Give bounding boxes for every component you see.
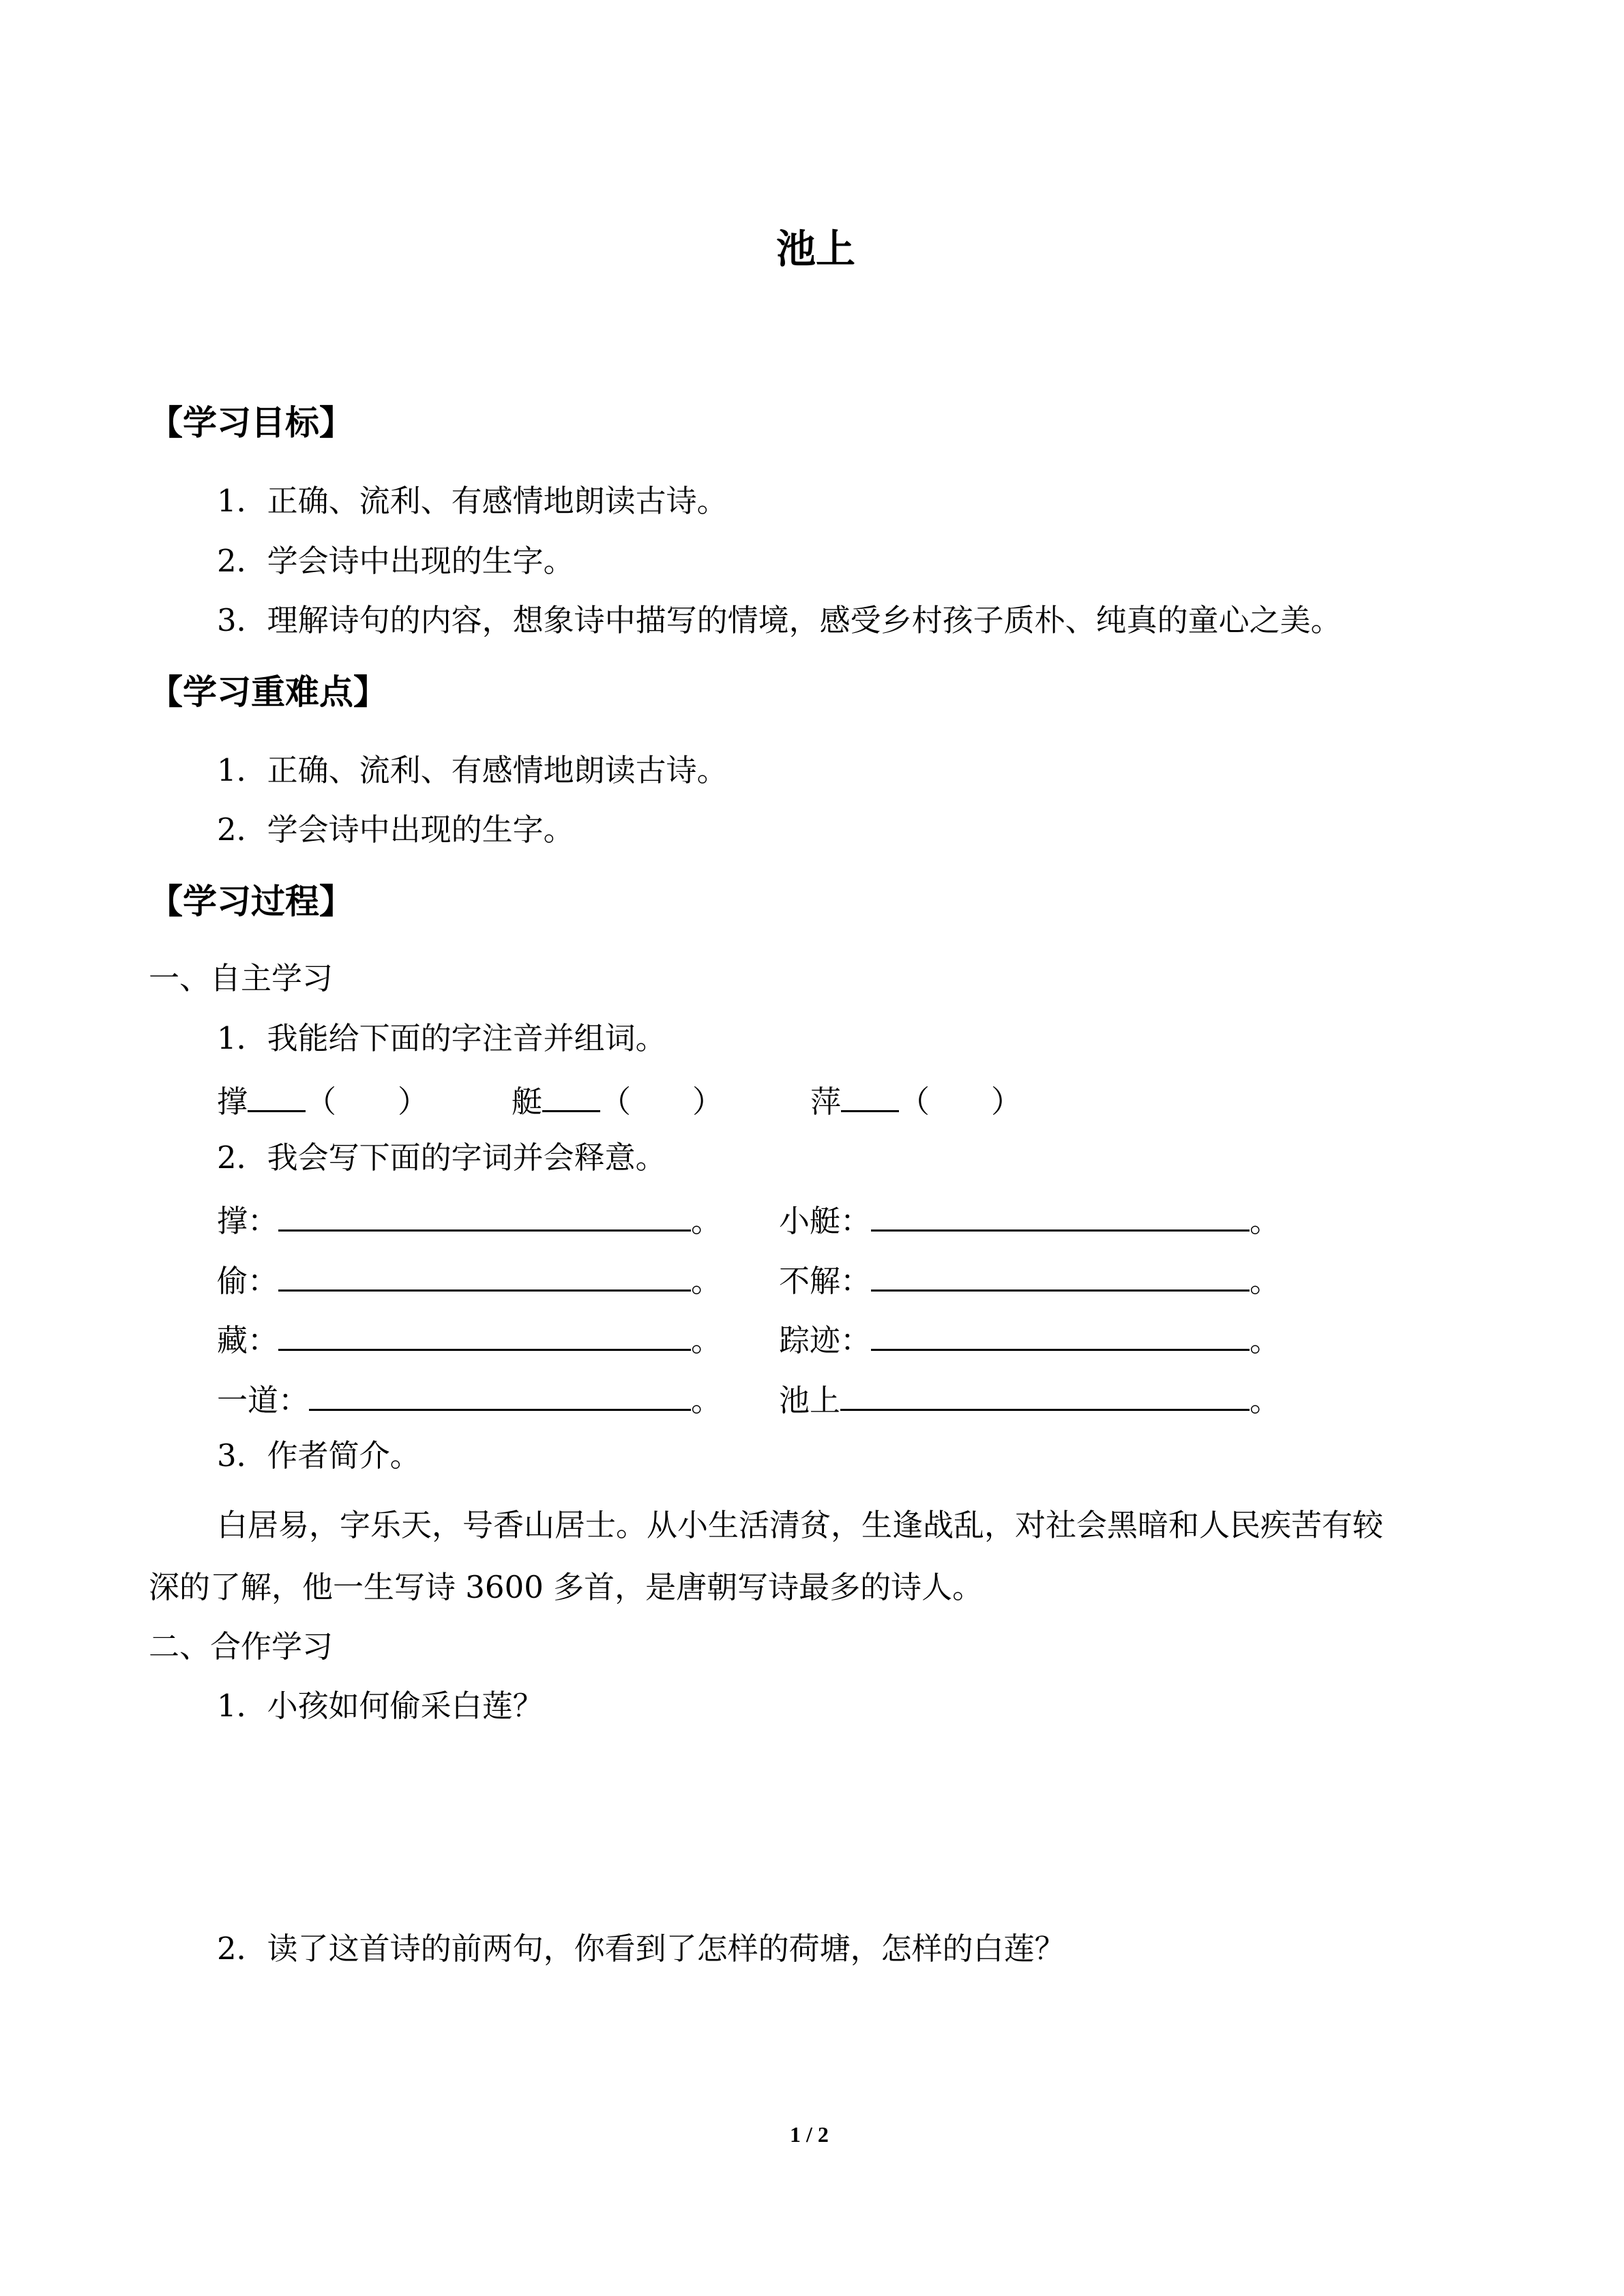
period: 。 xyxy=(1250,1382,1281,1418)
period: 。 xyxy=(691,1203,722,1239)
key-point-item: 2．学会诗中出现的生字。 xyxy=(217,811,574,848)
objective-item: 2．学会诗中出现的生字。 xyxy=(217,543,574,579)
vocab-blank[interactable] xyxy=(278,1197,691,1232)
objective-item: 3．理解诗句的内容，想象诗中描写的情境，感受乡村孩子质朴、纯真的童心之美。 xyxy=(217,602,1342,638)
vocab-row xyxy=(217,1197,722,1242)
vocab-label: 偷： xyxy=(217,1263,279,1299)
question-vocab: 2．我会写下面的字词并会释意。 xyxy=(217,1139,666,1176)
vocab-blank[interactable] xyxy=(840,1376,1250,1411)
author-bio-line: 白居易，字乐天，号香山居士。从小生活清贫，生逢战乱，对社会黑暗和人民疾苦有较 xyxy=(217,1507,1384,1543)
question-cooperative: 1．小孩如何偷采白莲？ xyxy=(217,1688,544,1724)
pinyin-blank[interactable] xyxy=(542,1077,600,1112)
vocab-row xyxy=(779,1376,1280,1421)
word-paren: （ ） xyxy=(306,1084,429,1120)
section-heading-process: 【学习过程】 xyxy=(149,882,353,921)
vocab-blank[interactable] xyxy=(278,1316,691,1351)
key-point-item: 1．正确、流利、有感情地朗读古诗。 xyxy=(217,752,728,788)
vocab-row xyxy=(779,1197,1280,1242)
period: 。 xyxy=(1250,1263,1281,1299)
objective-item: 1．正确、流利、有感情地朗读古诗。 xyxy=(217,483,728,519)
pinyin-row xyxy=(810,1077,1022,1122)
vocab-row xyxy=(217,1257,722,1302)
question-pinyin: 1．我能给下面的字注音并组词。 xyxy=(217,1020,666,1056)
vocab-row xyxy=(217,1316,722,1361)
vocab-label: 不解： xyxy=(779,1263,872,1299)
part-heading-self-study: 一、自主学习 xyxy=(149,960,334,996)
word-paren: （ ） xyxy=(899,1084,1022,1120)
pinyin-row xyxy=(512,1077,723,1122)
vocab-row xyxy=(779,1257,1280,1302)
vocab-label: 藏： xyxy=(217,1322,279,1358)
pinyin-row xyxy=(217,1077,428,1122)
vocab-blank[interactable] xyxy=(309,1376,691,1411)
vocab-label: 小艇： xyxy=(779,1203,872,1239)
pinyin-char: 撑 xyxy=(217,1084,248,1120)
vocab-row xyxy=(217,1376,722,1421)
vocab-label: 踪迹： xyxy=(779,1322,872,1358)
pinyin-blank[interactable] xyxy=(841,1077,899,1112)
vocab-blank[interactable] xyxy=(871,1197,1250,1232)
pinyin-char: 萍 xyxy=(810,1084,842,1120)
period: 。 xyxy=(691,1382,722,1418)
section-heading-objectives: 【学习目标】 xyxy=(149,403,353,443)
vocab-row xyxy=(779,1316,1280,1361)
vocab-blank[interactable] xyxy=(278,1257,691,1292)
part-heading-cooperative: 二、合作学习 xyxy=(149,1628,334,1665)
vocab-label: 一道： xyxy=(217,1382,310,1418)
page-number: 1 / 2 xyxy=(790,2122,829,2147)
vocab-blank[interactable] xyxy=(871,1257,1250,1292)
vocab-blank[interactable] xyxy=(871,1316,1250,1351)
period: 。 xyxy=(1250,1203,1281,1239)
word-paren: （ ） xyxy=(600,1084,724,1120)
pinyin-blank[interactable] xyxy=(248,1077,306,1112)
vocab-label: 撑： xyxy=(217,1203,279,1239)
vocab-label: 池上 xyxy=(779,1382,841,1418)
pinyin-char: 艇 xyxy=(512,1084,543,1120)
period: 。 xyxy=(691,1263,722,1299)
period: 。 xyxy=(691,1322,722,1358)
period: 。 xyxy=(1250,1322,1281,1358)
question-cooperative: 2．读了这首诗的前两句，你看到了怎样的荷塘，怎样的白莲？ xyxy=(217,1930,1065,1967)
section-heading-key-points: 【学习重难点】 xyxy=(149,672,387,712)
author-bio-line: 深的了解，他一生写诗 3600 多首，是唐朝写诗最多的诗人。 xyxy=(149,1569,984,1605)
page-title: 池上 xyxy=(776,226,856,272)
question-author: 3．作者简介。 xyxy=(217,1437,421,1474)
